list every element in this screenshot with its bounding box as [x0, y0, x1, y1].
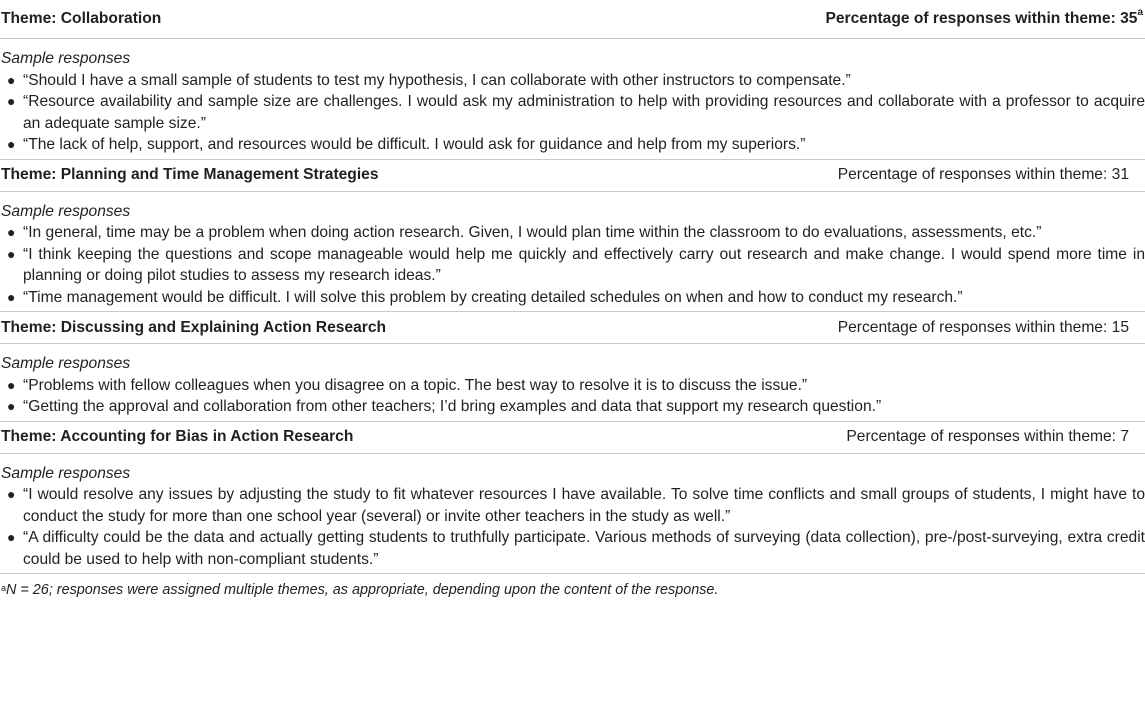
response-text: “Getting the approval and collaboration from other teachers; I’d bring examples and data that support my research question.” [23, 398, 882, 415]
bullet-icon: ● [7, 486, 16, 502]
response-text: “I think keeping the questions and scope manageable would help me quickly and effectively carry out research and make change. I would spend more time in planning or doing pilot studies to assess my research ideas.” [23, 245, 1145, 284]
response-item [1, 484, 1145, 527]
response-item [1, 91, 1145, 134]
footnote-marker: a [1137, 7, 1143, 18]
theme-header-row [0, 0, 1145, 39]
bullet-icon: ● [7, 376, 16, 393]
response-item [1, 396, 1145, 418]
theme-title: Theme: Collaboration [0, 0, 815, 39]
bullet-icon: ● [7, 398, 16, 414]
theme-percentage: Percentage of responses within theme: 31 [815, 159, 1145, 191]
bullet-icon: ● [7, 529, 16, 545]
theme-header-row [0, 421, 1145, 453]
footnote-marker: a [1, 583, 7, 593]
theme-responses-row [0, 344, 1145, 422]
theme-header-row [0, 312, 1145, 344]
response-item [1, 287, 1145, 309]
response-list [1, 70, 1145, 156]
response-text: “Should I have a small sample of students to test my hypothesis, I can collaborate with other instructors to compensate.” [23, 71, 851, 89]
theme-percentage: Percentage of responses within theme: 15 [815, 312, 1145, 344]
table-footnote [0, 573, 1145, 599]
theme-responses [0, 191, 1145, 312]
response-list [1, 484, 1145, 570]
theme-percentage: Percentage of responses within theme: 7 [815, 421, 1145, 453]
bullet-icon: ● [7, 136, 16, 152]
response-item [1, 244, 1145, 287]
footnote-text: N = 26; responses were assigned multiple themes, as appropriate, depending upon the content of the response. [6, 582, 719, 598]
bullet-icon: ● [7, 93, 16, 109]
theme-responses [0, 39, 1145, 160]
theme-responses-row [0, 39, 1145, 160]
response-list [1, 222, 1145, 308]
theme-percentage-label: Percentage of responses within theme: 35 [825, 10, 1138, 27]
theme-title: Theme: Discussing and Explaining Action Research [0, 312, 815, 344]
theme-title: Theme: Planning and Time Management Strategies [0, 159, 815, 191]
bullet-icon: ● [7, 224, 16, 240]
sample-responses-label: Sample responses [1, 355, 131, 372]
bullet-icon: ● [7, 288, 16, 305]
response-item [1, 222, 1145, 244]
theme-header-row [0, 159, 1145, 191]
response-list [1, 375, 1145, 418]
sample-responses-label: Sample responses [1, 464, 131, 482]
response-text: “A difficulty could be the data and actually getting students to truthfully participate. Various methods of surveying (data collection), pre-/post-surveying, extra credit could be used to help with non-compliant students.” [23, 529, 1145, 568]
theme-responses [0, 344, 1145, 422]
response-text: “The lack of help, support, and resources would be difficult. I would ask for guidance and help from my superiors.” [23, 136, 806, 153]
response-text: “Time management would be difficult. I will solve this problem by creating detailed schedules on when and how to conduct my research.” [23, 288, 963, 306]
theme-title: Theme: Accounting for Bias in Action Research [0, 421, 815, 453]
response-text: “In general, time may be a problem when doing action research. Given, I would plan time within the classroom to do evaluations, assessments, etc.” [23, 224, 1042, 241]
response-text: “I would resolve any issues by adjusting the study to fit whatever resources I have available. To solve time conflicts and small groups of students, I might have to conduct the study for more than one school year (several) or invite other teachers in the study as well.” [23, 486, 1145, 525]
response-item [1, 134, 1145, 156]
response-text: “Problems with fellow colleagues when you disagree on a topic. The best way to resolve it is to discuss the issue.” [23, 376, 808, 394]
sample-responses-label: Sample responses [1, 202, 131, 220]
theme-responses [0, 453, 1145, 573]
response-item [1, 70, 1145, 92]
theme-responses-row [0, 453, 1145, 573]
bullet-icon: ● [7, 245, 16, 262]
theme-percentage [815, 0, 1145, 39]
sample-responses-label: Sample responses [1, 50, 131, 67]
response-item [1, 527, 1145, 570]
response-text: “Resource availability and sample size are challenges. I would ask my administration to help with providing resources and collaborate with a professor to acquire an adequate sample size.” [23, 93, 1145, 132]
bullet-icon: ● [7, 71, 16, 88]
response-item [1, 375, 1145, 397]
theme-responses-row [0, 191, 1145, 312]
